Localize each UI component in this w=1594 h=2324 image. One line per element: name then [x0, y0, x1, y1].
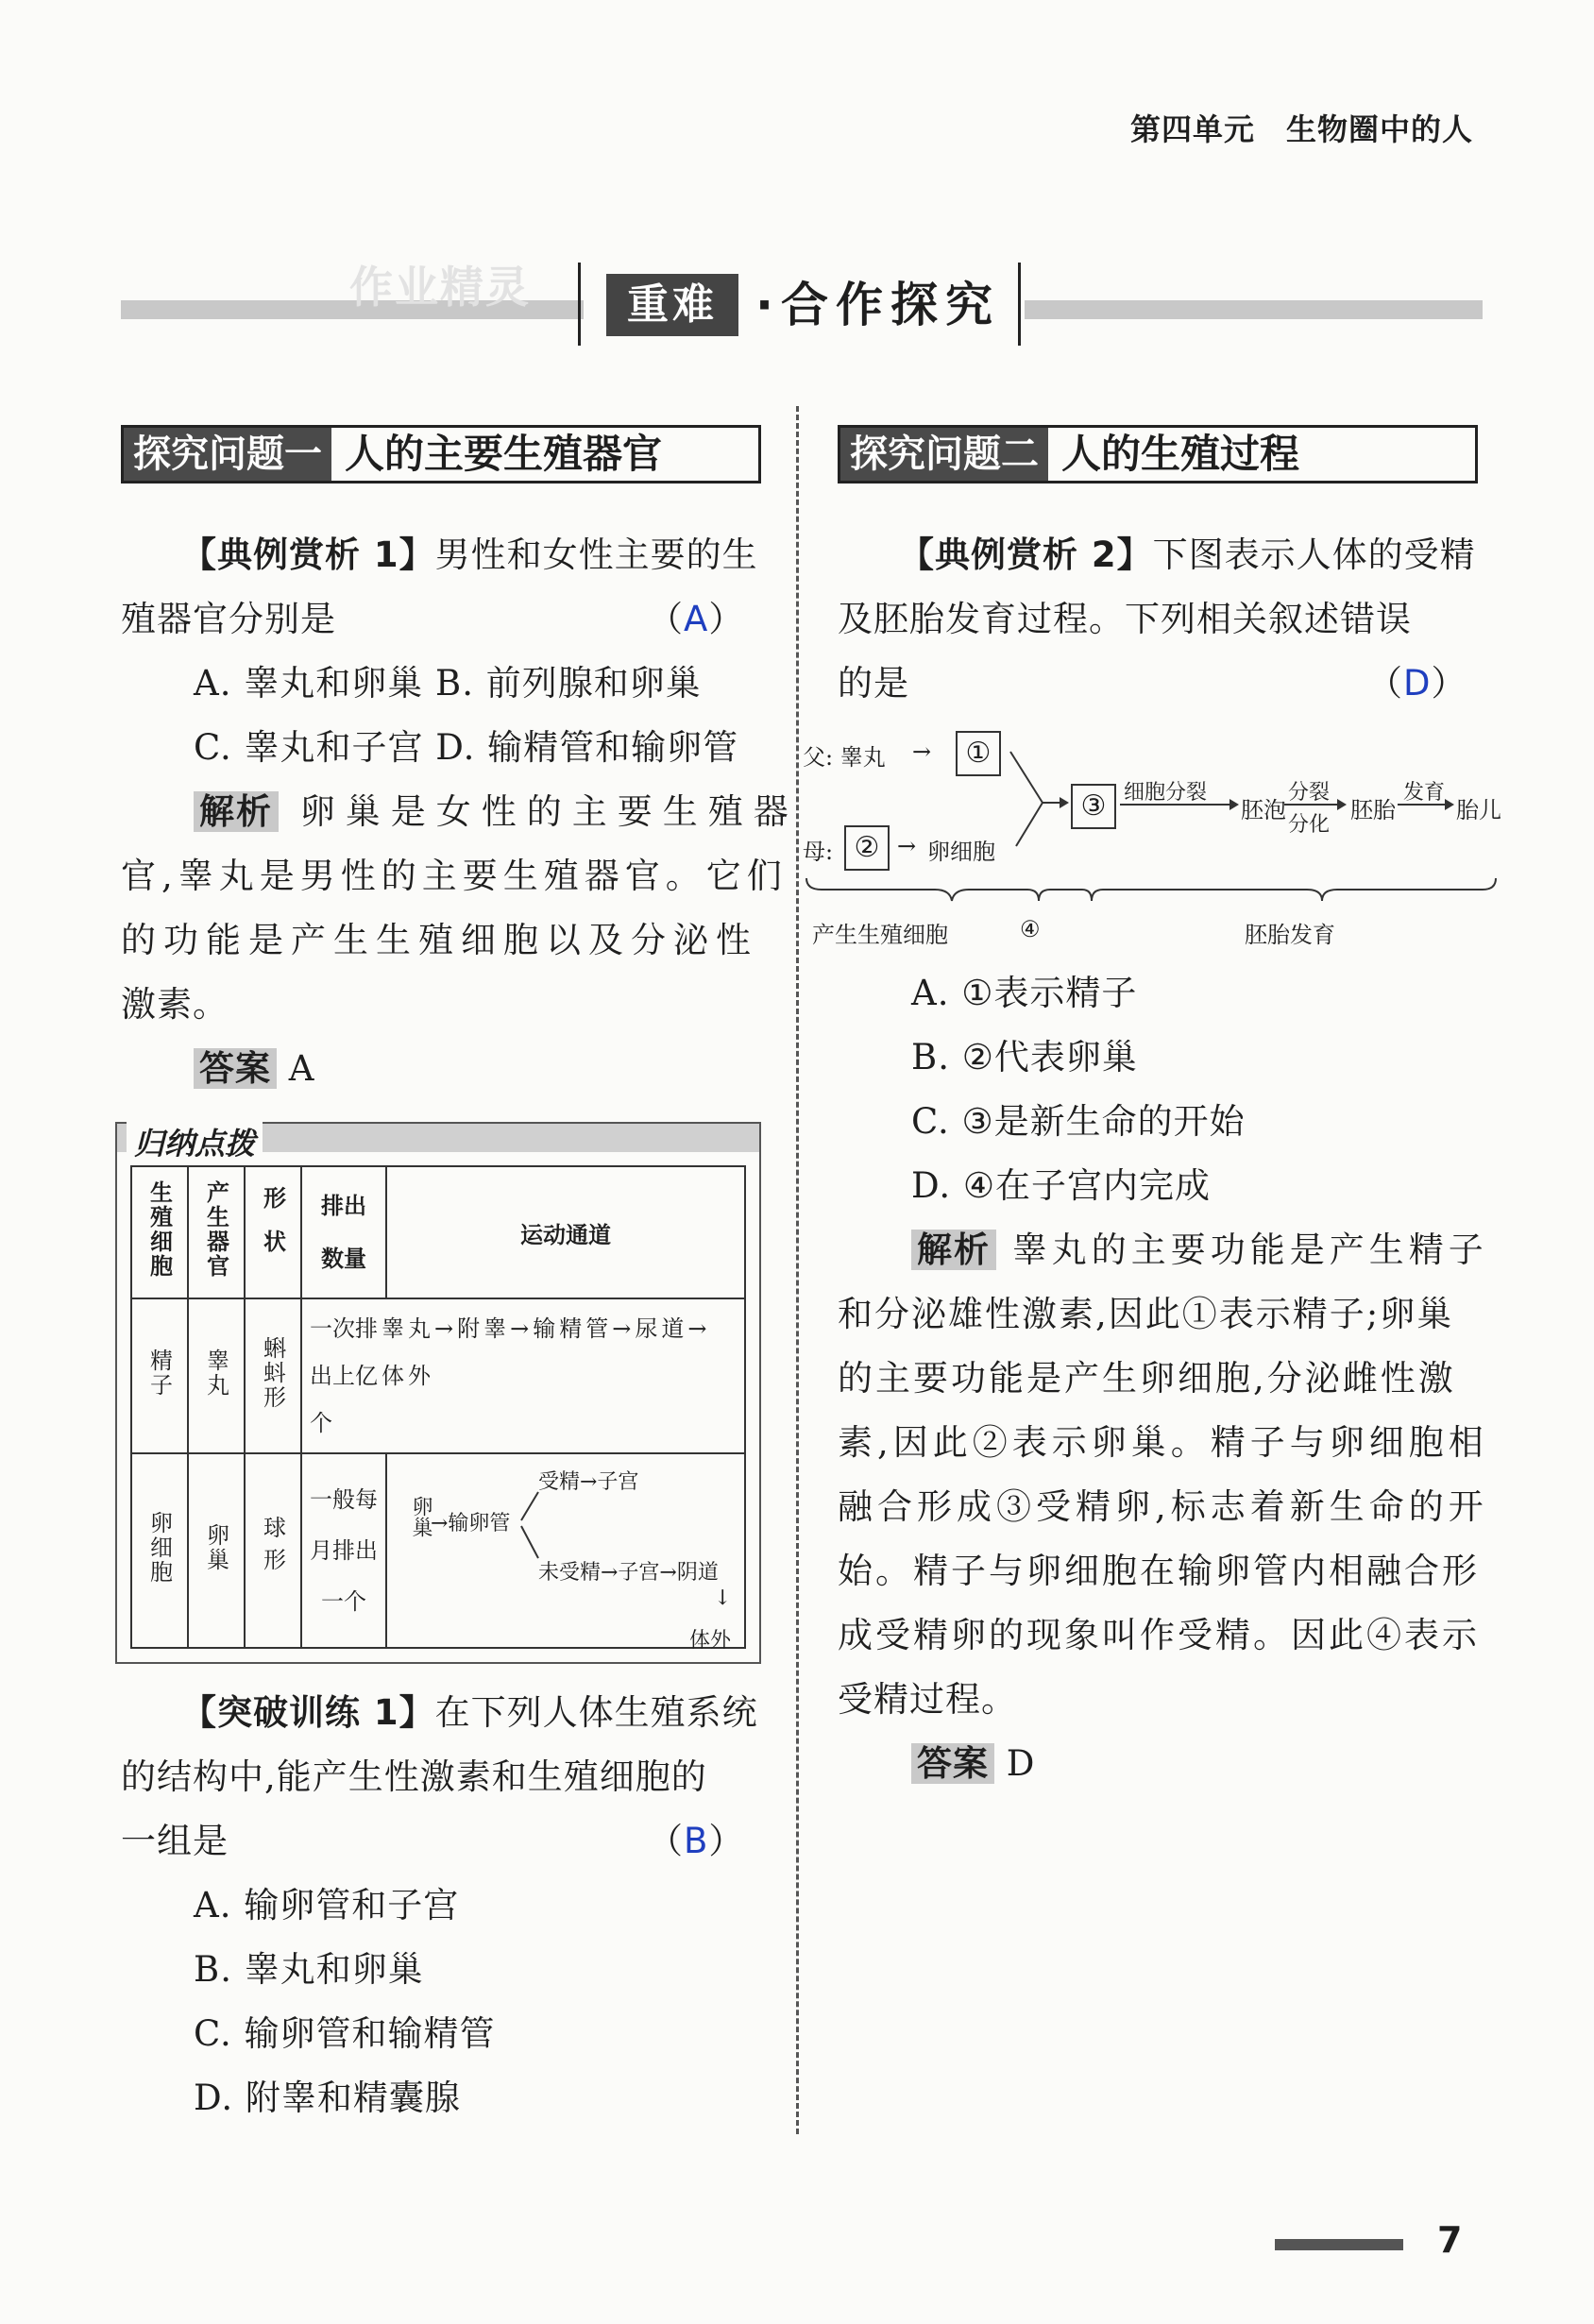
row2-count-2: 月排出 [310, 1537, 378, 1564]
example2-line2: 及胚胎发育过程。下列相关叙述错误 [838, 599, 1412, 639]
row1-count: 一次排出上亿个 [310, 1315, 378, 1436]
analysis-label: 解析 [911, 1230, 996, 1270]
row2-cell: 卵细胞 [145, 1510, 173, 1585]
banner-title: ·合作探究 [755, 278, 1000, 332]
row2-path-start: 卵巢 [409, 1496, 432, 1537]
section-header-left [121, 425, 761, 483]
arrow-father: → [912, 738, 932, 765]
example1-stem-2: 殖器官分别是 [121, 599, 336, 639]
example2-analysis-line2: 和分泌雄性激素,因此①表示精子;卵巢 [838, 1294, 1454, 1334]
training1-line3: 一组是 [121, 1821, 229, 1861]
training1-answer [648, 1809, 744, 1874]
paren-close: ） [1431, 663, 1467, 704]
example1-answer-value: A [684, 599, 709, 639]
analysis-label: 解析 [194, 791, 279, 832]
running-head: 第四单元 生物圈中的人 [1129, 111, 1473, 147]
example1-stem-1: 男性和女性主要的生 [434, 534, 758, 575]
example2-stem-1: 下图表示人体的受精 [1152, 534, 1476, 575]
row2-path-end: 体外 [689, 1629, 732, 1653]
key-value: A [288, 1048, 315, 1089]
row2-path-mid: →输卵管 [431, 1512, 511, 1535]
example2-line1 [899, 523, 1476, 587]
example1-option-row2: C. 睾丸和子宫 D. 输精管和输卵管 [194, 727, 739, 768]
fetus-label: 胎儿 [1456, 797, 1501, 823]
training1-line2: 的结构中,能产生性激素和生殖细胞的 [121, 1756, 707, 1797]
training1-line1 [181, 1681, 758, 1745]
split-label: 细胞分裂 [1124, 781, 1208, 805]
th-cell: 生殖细胞 [145, 1179, 173, 1279]
key-label: 答案 [194, 1048, 277, 1089]
page-number: 7 [1437, 2219, 1463, 2261]
row2-count-3: 一个 [321, 1588, 366, 1615]
th-organ: 产生器官 [202, 1179, 229, 1279]
paren-close: ） [708, 1821, 745, 1861]
row1-path: 睾丸→附睾→输精管→尿道→体外 [382, 1315, 711, 1389]
th-shape: 形状 [259, 1185, 286, 1273]
training1-answer-value: B [684, 1821, 709, 1861]
egg-label: 卵细胞 [927, 839, 995, 865]
example2-option-c: C. ③是新生命的开始 [911, 1101, 1246, 1142]
example1-line2 [121, 587, 336, 652]
row2-organ: 卵巢 [202, 1522, 229, 1572]
key-value: D [1006, 1743, 1036, 1784]
develop-label: 发育 [1403, 781, 1446, 805]
watermark: 作业精灵 [349, 262, 531, 313]
example2-analysis-line5: 融合形成③受精卵,标志着新生命的开 [838, 1486, 1488, 1527]
section-tag-right: 探究问题二 [840, 428, 1048, 481]
row1-organ: 睾丸 [202, 1348, 229, 1398]
brace-label-2: ④ [1020, 916, 1041, 942]
paren-close: ） [708, 599, 745, 639]
example2-option-d: D. ④在子宫内完成 [911, 1165, 1212, 1206]
example2-option-b: B. ②代表卵巢 [911, 1037, 1138, 1077]
example1-analysis-line1 [194, 780, 799, 844]
paren-open: （ [648, 1821, 684, 1861]
summary-table [130, 1165, 746, 1653]
differentiate-label: 分化 [1288, 813, 1331, 837]
analysis-text-1: 睾丸的主要功能是产生精子 [1011, 1230, 1488, 1270]
arrow-mother: → [897, 833, 917, 859]
divide-label: 分裂 [1288, 781, 1331, 805]
example1-answer [648, 587, 744, 652]
banner-bracket-left [578, 263, 586, 346]
example2-analysis-line3: 的主要功能是产生卵细胞,分泌雌性激 [838, 1358, 1456, 1399]
section-title-right: 人的生殖过程 [1061, 431, 1300, 477]
th-path: 运动通道 [520, 1221, 611, 1248]
banner-rule-right [1025, 300, 1483, 319]
example1-key-line [194, 1037, 315, 1101]
footer-bar [1275, 2239, 1403, 2250]
row2-shape: 球形 [259, 1515, 286, 1580]
example2-line3: 的是 [838, 663, 909, 704]
paren-open: （ [648, 599, 684, 639]
column-divider [796, 406, 799, 2134]
example2-analysis-line7: 成受精卵的现象叫作受精。因此④表示 [838, 1615, 1480, 1655]
row1-shape: 蝌蚪形 [259, 1335, 286, 1410]
example2-answer-value: D [1403, 663, 1432, 704]
section-header-right [838, 425, 1478, 483]
training1-option-a: A. 输卵管和子宫 [194, 1885, 460, 1925]
box-1: ① [956, 731, 1001, 776]
example1-line1 [181, 523, 758, 587]
example2-analysis-line8: 受精过程。 [838, 1679, 1017, 1720]
example2-analysis-line4: 素,因此②表示卵巢。精子与卵细胞相 [838, 1422, 1488, 1463]
row2-path-down: 未受精→子宫→阴道 [538, 1561, 719, 1585]
row1-cell: 精子 [145, 1348, 173, 1398]
box-2: ② [844, 825, 890, 871]
training1-option-c: C. 输卵管和输精管 [194, 2013, 496, 2054]
example2-label: 【典例赏析 2】 [899, 534, 1153, 575]
section-title-left: 人的主要生殖器官 [345, 431, 663, 477]
embryo-label: 胚胎 [1350, 797, 1396, 823]
example2-answer [1367, 652, 1467, 716]
training1-stem-1: 在下列人体生殖系统 [434, 1692, 758, 1733]
th-count: 排出数量 [321, 1193, 366, 1272]
brace-label-3: 胚胎发育 [1245, 922, 1335, 948]
banner-highlight: 重难 [606, 274, 738, 336]
example2-analysis-line1 [911, 1218, 1488, 1282]
training1-label: 【突破训练 1】 [181, 1692, 435, 1733]
summary-box [115, 1122, 761, 1664]
analysis-text-1: 卵巢是女性的主要生殖器 [299, 791, 799, 832]
example1-analysis-line2: 官,睾丸是男性的主要生殖器官。它们 [121, 856, 788, 896]
example2-option-a: A. ①表示精子 [911, 973, 1138, 1013]
section-tag-left: 探究问题一 [124, 428, 331, 481]
row2-path-up: 受精→子宫 [538, 1470, 639, 1494]
key-label: 答案 [911, 1743, 994, 1784]
example2-key-line [911, 1732, 1035, 1796]
example1-analysis-line4: 激素。 [121, 984, 229, 1025]
banner-bracket-right [1012, 263, 1021, 346]
example1-label: 【典例赏析 1】 [181, 534, 435, 575]
row2-count-1: 一般每 [310, 1486, 378, 1513]
training1-option-d: D. 附睾和精囊腺 [194, 2078, 461, 2118]
brace-label-1: 产生生殖细胞 [812, 922, 948, 948]
mother-label: 母: [803, 839, 834, 865]
box-3: ③ [1071, 784, 1116, 829]
example1-option-row1: A. 睾丸和卵巢 B. 前列腺和卵巢 [194, 663, 702, 704]
example1-analysis-line3: 的功能是产生生殖细胞以及分泌性 [121, 920, 758, 960]
row2-down-arrow: ↓ [714, 1586, 732, 1610]
training1-option-b: B. 睾丸和卵巢 [194, 1949, 424, 1990]
example2-analysis-line6: 始。精子与卵细胞在输卵管内相融合形 [838, 1551, 1480, 1591]
summary-title: 归纳点拨 [127, 1120, 263, 1163]
fertilization-diagram [803, 727, 1501, 963]
father-label: 父: 睾丸 [803, 744, 886, 771]
paren-open: （ [1367, 663, 1403, 704]
blastula-label: 胚泡 [1241, 797, 1286, 823]
